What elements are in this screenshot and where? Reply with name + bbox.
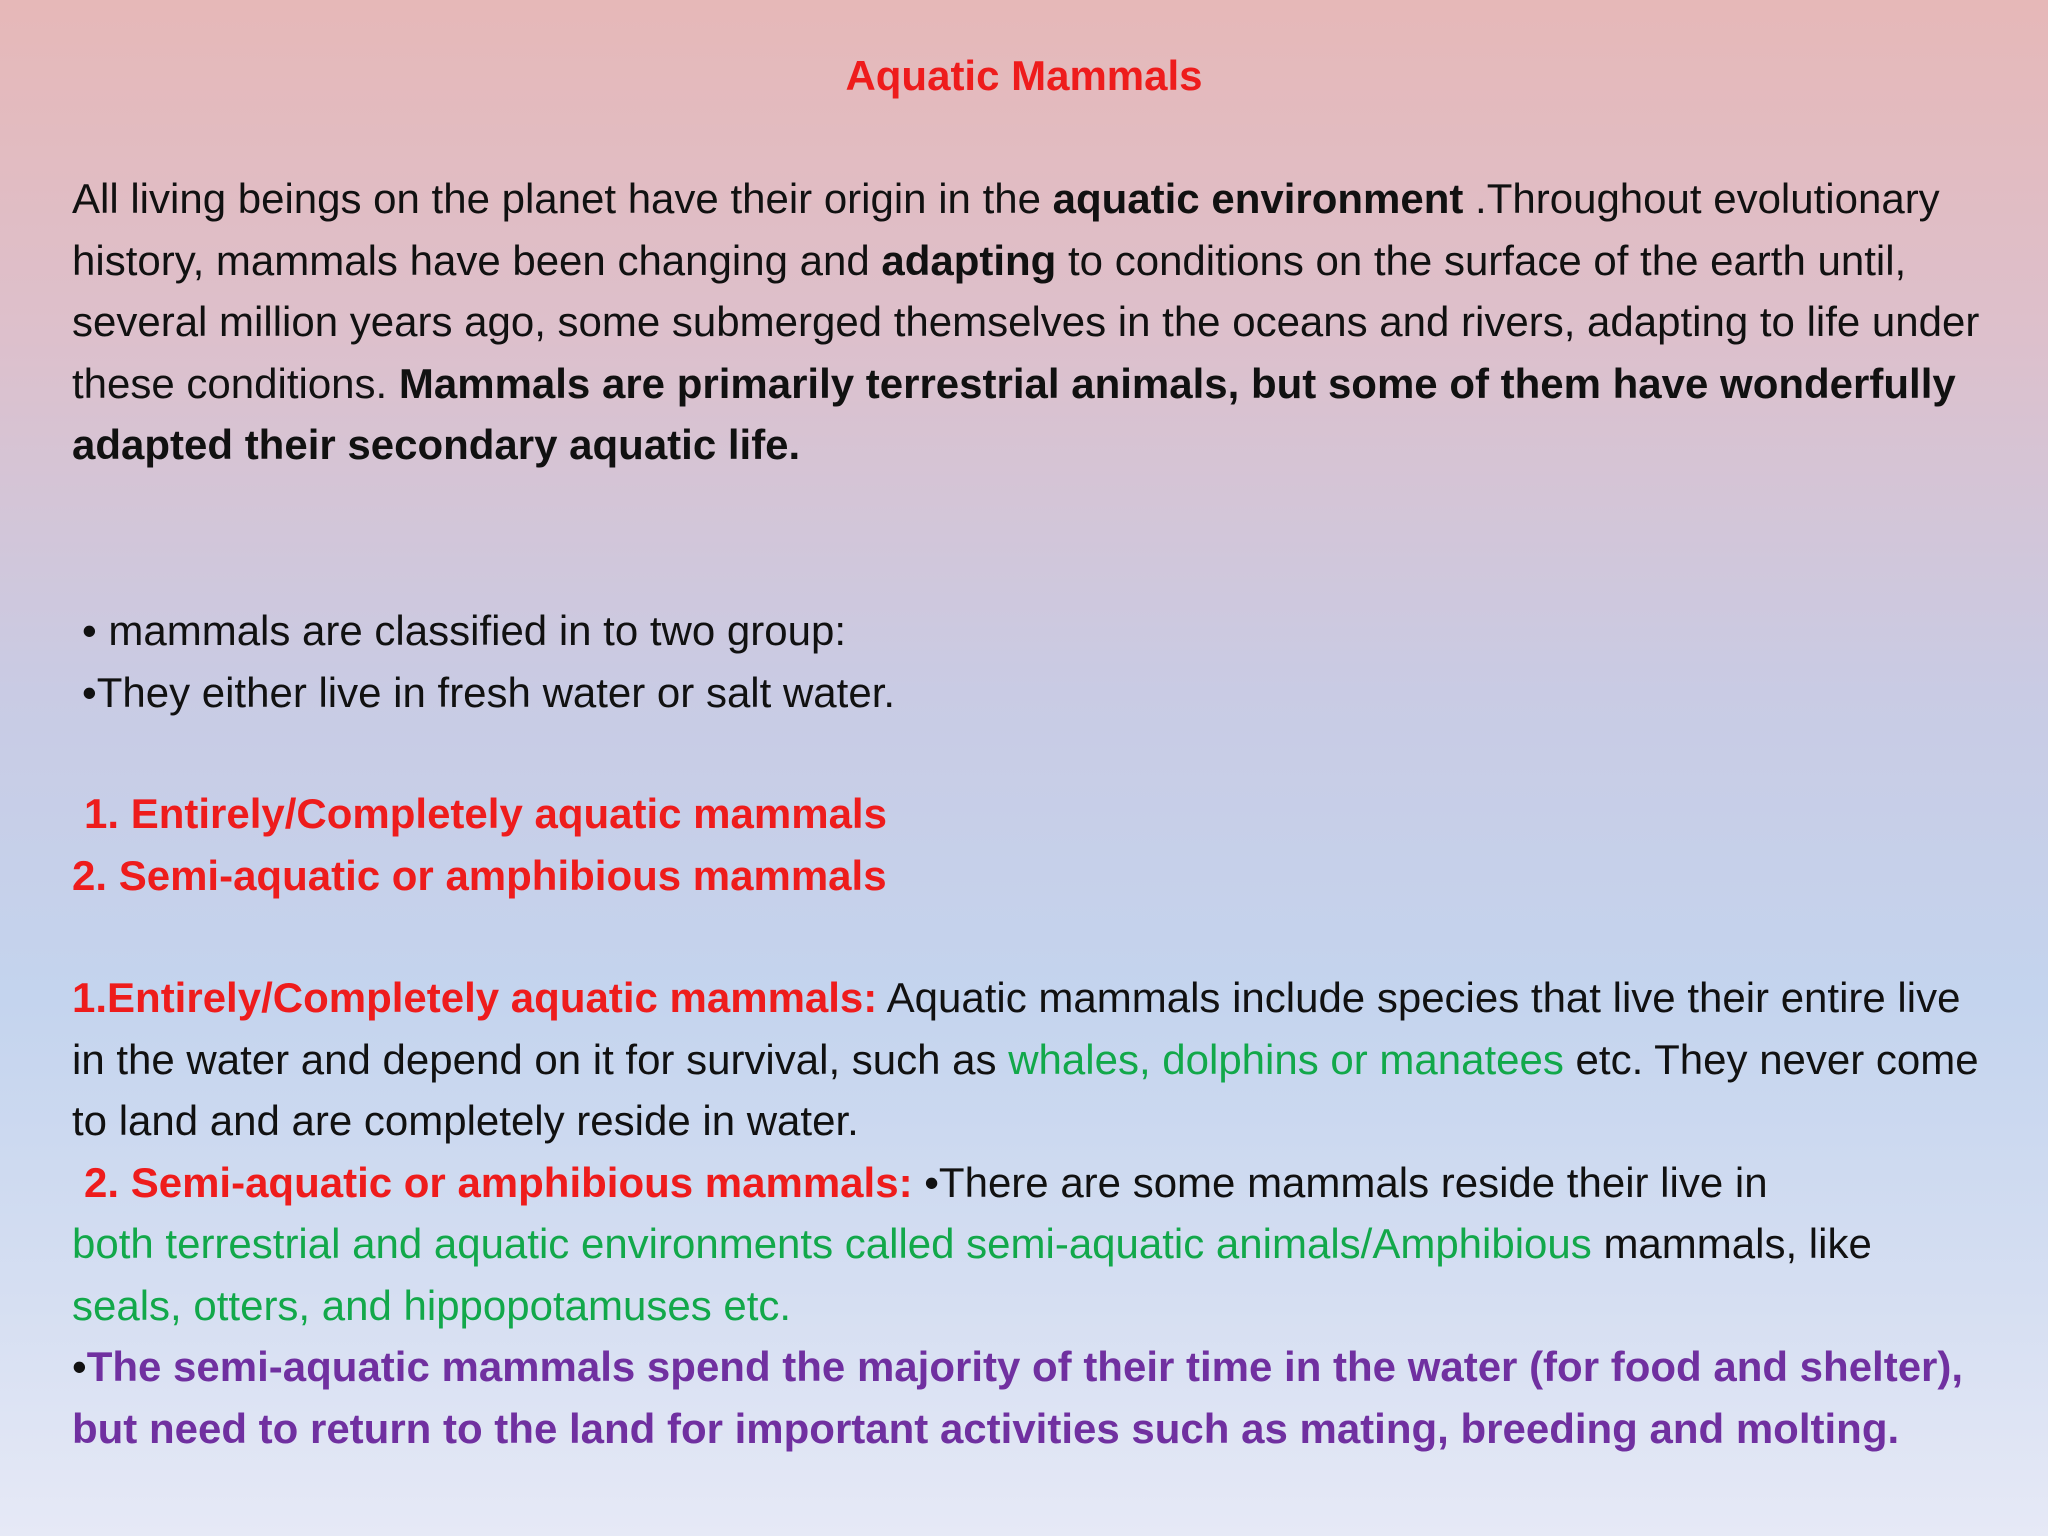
entirely-aquatic-text-1: Aquatic mammals include species that live their entire live in the water and depend on it for survival, such as [72,974,1961,1083]
intro-text-2: .Throughout evolutionary history, mammals have been changing and [72,175,1940,284]
bullet-list [82,600,1982,723]
intro-bold-summary: Mammals are primarily terrestrial animals, but some of them have wonderfully adapted their secondary aquatic life. [72,359,1956,468]
entirely-aquatic-examples: whales, dolphins or manatees [1008,1035,1564,1083]
semi-aquatic-text-1: •There are some mammals reside their live in [912,1158,1768,1206]
semi-aquatic-text-2: mammals, like [1591,1220,1872,1267]
bullet-item-classification: • mammals are classified in to two group: [82,607,846,654]
group-list [72,783,1972,906]
bullet-item-water-type: •They either live in fresh water or salt water. [82,668,896,716]
semi-aquatic-environments: both terrestrial and aquatic environments called semi-aquatic animals/Amphibious [72,1220,1592,1267]
semi-aquatic-note-bullet: • [72,1343,87,1390]
details-section [72,967,1992,1459]
group-item-entirely-aquatic: 1. Entirely/Completely aquatic mammals [84,790,887,837]
slide-title: Aquatic Mammals [845,52,1203,99]
semi-aquatic-heading: 2. Semi-aquatic or amphibious mammals: [84,1158,913,1206]
group-item-semi-aquatic: 2. Semi-aquatic or amphibious mammals [72,851,887,899]
semi-aquatic-note-text: The semi-aquatic mammals spend the majority of their time in the water (for food and shelter), but need to return to the land for important activities such as mating, breeding and molting. [72,1343,1964,1452]
semi-aquatic-paragraph [72,1152,1992,1214]
intro-text-3: to conditions on the surface of the earth until, several million years ago, some submerged themselves in the oceans and rivers, adapting to life under these conditions. [72,236,1980,407]
intro-bold-adapting: adapting [881,236,1057,284]
entirely-aquatic-heading: 1.Entirely/Completely aquatic mammals: [72,974,878,1021]
entirely-aquatic-paragraph [72,967,1992,1152]
intro-text-1: All living beings on the planet have their origin in the [72,175,1053,222]
intro-bold-aquatic-environment: aquatic environment [1052,175,1464,222]
semi-aquatic-continued [72,1213,1992,1336]
entirely-aquatic-text-2: etc. They never come to land and are completely reside in water. [72,1035,1979,1144]
intro-paragraph [72,168,1988,476]
semi-aquatic-examples: seals, otters, and hippopotamuses etc. [72,1281,792,1329]
semi-aquatic-note [72,1336,1992,1459]
